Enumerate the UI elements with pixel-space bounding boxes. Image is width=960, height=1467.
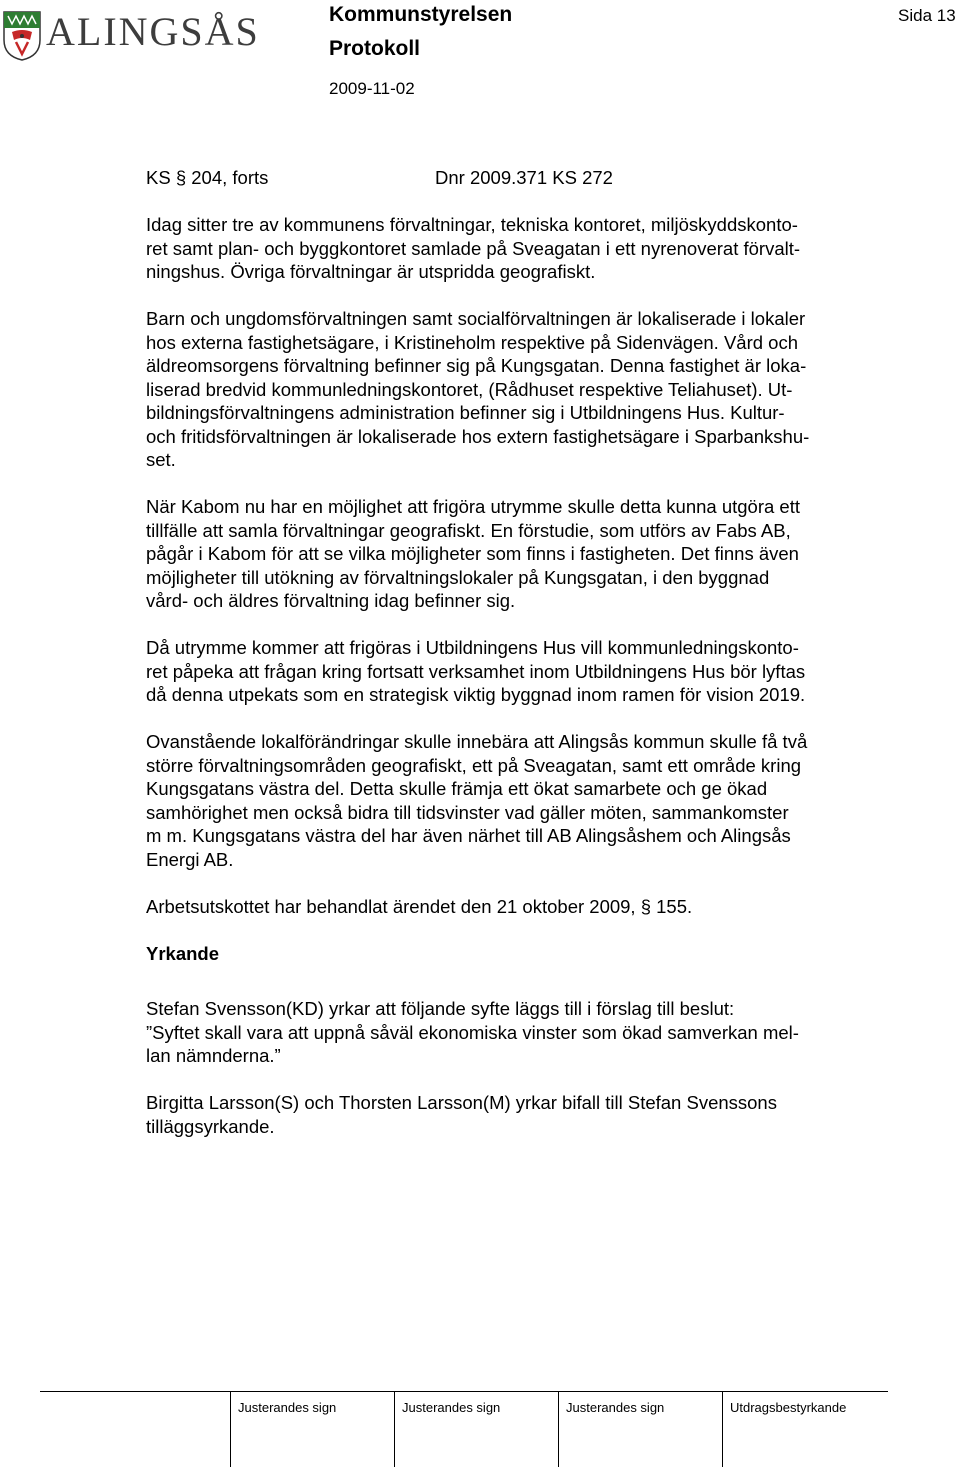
document-date: 2009-11-02: [329, 79, 415, 98]
paragraph-4: Då utrymme kommer att frigöras i Utbildningens Hus vill kommunledningskonto- ret påpeka att frågan kring fortsatt verksamhet inom Utbildningens Hus bör lyftas då denna utpekats som en strategisk viktig byggnad inom ramen för vision 2019.: [146, 637, 806, 705]
footer-divider: [40, 1391, 888, 1392]
alingsas-logo: [0, 8, 262, 64]
footer-column-divider: [722, 1391, 723, 1467]
case-reference: KS § 204, forts: [146, 167, 269, 188]
paragraph-5: Ovanstående lokalförändringar skulle innebära att Alingsås kommun skulle få två större förvaltningsområden geografiskt, ett på Sveagatan, samt ett område kring Kungsgatans västra del. Detta skulle främja ett ökat samarbete och ge ökad samhörighet men också bidra till tidsvinster vad gäller möten, sammankomster m m. Kungsgatans västra del har även närhet till AB Alingsåshem och Alingsås Energi AB.: [146, 731, 808, 870]
paragraph-2: Barn och ungdomsförvaltningen samt socialförvaltningen är lokaliserade i lokaler hos externa fastighetsägare, i Kristineholm respektive på Sidenvägen. Vård och äldreomsorgens förvaltning befinner sig på Kungsgatan. Denna fastighet är loka- liserad bredvid kommunledningskontoret, (Rådhuset respektive Teliahuset). Ut- bildningsförvaltningens administration befinner sig i Utbildningens Hus. Kultur- och fritidsförvaltningen är lokaliserade hos extern fastighetsägare i Sparbankshu- set.: [146, 308, 810, 470]
paragraph-6: Arbetsutskottet har behandlat ärendet den 21 oktober 2009, § 155.: [146, 895, 693, 917]
justerandes-sign-3: Justerandes sign: [566, 1400, 665, 1415]
yrkande-paragraph-2: Birgitta Larsson(S) och Thorsten Larsson(M) yrkar bifall till Stefan Svenssons tilläggsyrkande.: [146, 1092, 777, 1137]
yrkande-heading: Yrkande: [146, 942, 220, 964]
diary-number: Dnr 2009.371 KS 272: [435, 167, 613, 188]
paragraph-1: Idag sitter tre av kommunens förvaltningar, tekniska kontoret, miljöskyddskonto- ret samt plan- och byggkontoret samlade på Sveagatan i ett nyrenoverat förvalt- ningshus. Övriga förvaltningar är utspridda geografiskt.: [146, 214, 801, 282]
utdragsbestyrkande: Utdragsbestyrkande: [730, 1400, 847, 1415]
yrkande-paragraph-1: Stefan Svensson(KD) yrkar att följande syfte läggs till i förslag till beslut: ”Syftet skall vara att uppnå såväl ekonomiska vinster som ökad samverkan mel- lan nämnderna.”: [146, 998, 799, 1066]
footer-column-divider: [394, 1391, 395, 1467]
page-number: Sida 13: [898, 6, 956, 25]
case-reference-line: [146, 166, 886, 190]
organization-name: Kommunstyrelsen: [329, 3, 513, 26]
footer-column-divider: [558, 1391, 559, 1467]
document-body: [146, 166, 886, 1162]
paragraph-3: När Kabom nu har en möjlighet att frigöra utrymme skulle detta kunna utgöra ett tillfälle att samla förvaltningar geografiskt. En förstudie, som utförs av Fabs AB, pågår i Kabom för att se vilka möjligheter som finns i fastigheten. Det finns även möjligheter till utökning av förvaltningslokaler på Kungsgatan, i den byggnad vård- och äldres förvaltning idag befinner sig.: [146, 496, 801, 611]
footer-column-divider: [230, 1391, 231, 1467]
justerandes-sign-1: Justerandes sign: [238, 1400, 337, 1415]
logo-text: ALINGSÅS: [46, 9, 260, 54]
coat-of-arms-icon: [2, 10, 42, 62]
document-type: Protokoll: [329, 37, 421, 60]
justerandes-sign-2: Justerandes sign: [402, 1400, 501, 1415]
